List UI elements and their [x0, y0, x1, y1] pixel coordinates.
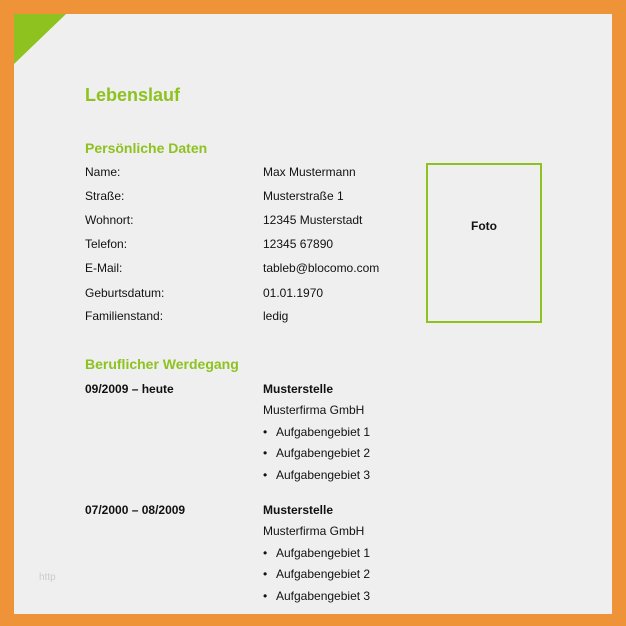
task-text: Aufgabengebiet 1 — [276, 425, 371, 439]
task-text: Aufgabengebiet 2 — [276, 446, 371, 460]
label-name: Name: — [85, 165, 121, 179]
label-city: Wohnort: — [85, 213, 134, 227]
label-birthdate: Geburtsdatum: — [85, 286, 165, 300]
list-item: • Aufgabengebiet 3 — [263, 468, 371, 482]
list-item: • Aufgabengebiet 2 — [263, 567, 371, 581]
list-item: • Aufgabengebiet 2 — [263, 446, 371, 460]
label-phone: Telefon: — [85, 237, 128, 251]
label-email: E-Mail: — [85, 261, 123, 275]
list-item: • Aufgabengebiet 3 — [263, 589, 371, 603]
career-period: 09/2009 – heute — [85, 382, 174, 396]
value-phone: 12345 67890 — [263, 237, 334, 251]
corner-decoration — [14, 14, 66, 64]
section-heading-career: Beruflicher Werdegang — [85, 356, 239, 372]
photo-label: Foto — [471, 219, 497, 233]
value-birthdate: 01.01.1970 — [263, 286, 324, 300]
task-text: Aufgabengebiet 1 — [276, 546, 371, 560]
label-street: Straße: — [85, 189, 125, 203]
list-item: • Aufgabengebiet 1 — [263, 546, 371, 560]
career-period: 07/2000 – 08/2009 — [85, 503, 186, 517]
career-company: Musterfirma GmbH — [263, 403, 365, 417]
career-position: Musterstelle — [263, 382, 334, 396]
task-text: Aufgabengebiet 3 — [276, 468, 371, 482]
task-text: Aufgabengebiet 3 — [276, 589, 371, 603]
value-marital-status: ledig — [263, 309, 289, 323]
list-item: • Aufgabengebiet 1 — [263, 425, 371, 439]
page-title: Lebenslauf — [85, 85, 181, 105]
value-name: Max Mustermann — [263, 165, 356, 179]
section-heading-personal: Persönliche Daten — [85, 140, 208, 156]
value-email: tableb@blocomo.com — [263, 261, 380, 275]
career-company: Musterfirma GmbH — [263, 524, 365, 538]
value-city: 12345 Musterstadt — [263, 213, 363, 227]
label-marital-status: Familienstand: — [85, 309, 164, 323]
career-position: Musterstelle — [263, 503, 334, 517]
watermark-text: http — [39, 572, 56, 583]
cv-document — [14, 14, 612, 614]
photo-placeholder — [426, 163, 542, 323]
value-street: Musterstraße 1 — [263, 189, 344, 203]
task-text: Aufgabengebiet 2 — [276, 567, 371, 581]
